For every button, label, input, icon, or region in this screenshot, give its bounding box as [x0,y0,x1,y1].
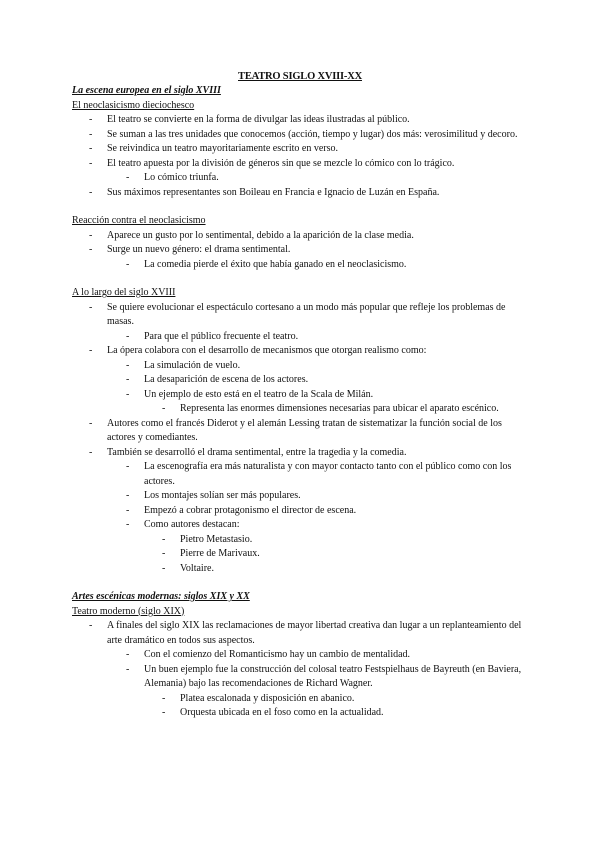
list-item: - A finales del siglo XIX las reclamaciones de mayor libertad creativa dan lugar a un replanteamiento del arte dramático en todos sus aspectos. [72,619,532,648]
list-item: - Platea escalonada y disposición en abanico. [72,692,532,707]
bullet-list [72,113,532,200]
list-item: - La comedia pierde el éxito que había ganado en el neoclasicismo. [72,258,532,273]
list-item: - Como autores destacan: [72,518,532,533]
subsection-heading: Reacción contra el neoclasicismo [72,215,206,226]
list-item: - Aparece un gusto por lo sentimental, debido a la aparición de la clase media. [72,229,532,244]
list-item: - Con el comienzo del Romanticismo hay un cambio de mentalidad. [72,648,532,663]
list-item: - Sus máximos representantes son Boileau en Francia e Ignacio de Luzán en España. [72,186,532,201]
list-item: - Un ejemplo de esto está en el teatro de la Scala de Milán. [72,388,532,403]
list-item: - Se quiere evolucionar el espectáculo cortesano a un modo más popular que refleje los problemas de masas. [72,301,532,330]
list-item: - Autores como el francés Diderot y el alemán Lessing tratan de sistematizar la función social de los actores y comediantes. [72,417,532,446]
list-item: - La escenografía era más naturalista y con mayor contacto tanto con el público como con los actores. [72,460,532,489]
list-item: - La desaparición de escena de los actores. [72,373,532,388]
list-item: - La ópera colabora con el desarrollo de mecanismos que otorgan realismo como: [72,344,532,359]
list-item: - Pierre de Marivaux. [72,547,532,562]
list-item: - Lo cómico triunfa. [72,171,532,186]
list-item: - Se suman a las tres unidades que conocemos (acción, tiempo y lugar) dos más: verosimilitud y decoro. [72,128,532,143]
section-heading: La escena europea en el siglo XVIII [72,85,221,96]
bullet-list [72,301,532,577]
list-item: - Los montajes solían ser más populares. [72,489,532,504]
list-item: - El teatro se convierte en la forma de divulgar las ideas ilustradas al público. [72,113,532,128]
list-item: - Orquesta ubicada en el foso como en la actualidad. [72,706,532,721]
list-item: - Para que el público frecuente el teatro. [72,330,532,345]
list-item: - Se reivindica un teatro mayoritariamente escrito en verso. [72,142,532,157]
section-heading: Artes escénicas modernas: siglos XIX y XX [72,591,250,602]
bullet-list [72,619,532,721]
list-item: - Un buen ejemplo fue la construcción del colosal teatro Festspielhaus de Bayreuth (en Baviera, Alemania) bajo las recomendaciones de Richard Wagner. [72,663,532,692]
list-item: - Empezó a cobrar protagonismo el director de escena. [72,504,532,519]
subsection-heading: A lo largo del siglo XVIII [72,287,176,298]
bullet-list [72,229,532,273]
page-title: TEATRO SIGLO XVIII-XX [238,71,362,82]
list-item: - La simulación de vuelo. [72,359,532,374]
list-item: - Representa las enormes dimensiones necesarias para ubicar el aparato escénico. [72,402,532,417]
subsection-heading: El neoclasicismo dieciochesco [72,99,195,111]
subsection-heading: Teatro moderno (siglo XIX) [72,605,185,617]
document-body [72,84,532,721]
list-item: - El teatro apuesta por la división de géneros sin que se mezcle lo cómico con lo trágico. [72,157,532,172]
list-item: - También se desarrolló el drama sentimental, entre la tragedia y la comedia. [72,446,532,461]
list-item: - Voltaire. [72,562,532,577]
list-item: - Surge un nuevo género: el drama sentimental. [72,243,532,258]
list-item: - Pietro Metastasio. [72,533,532,548]
